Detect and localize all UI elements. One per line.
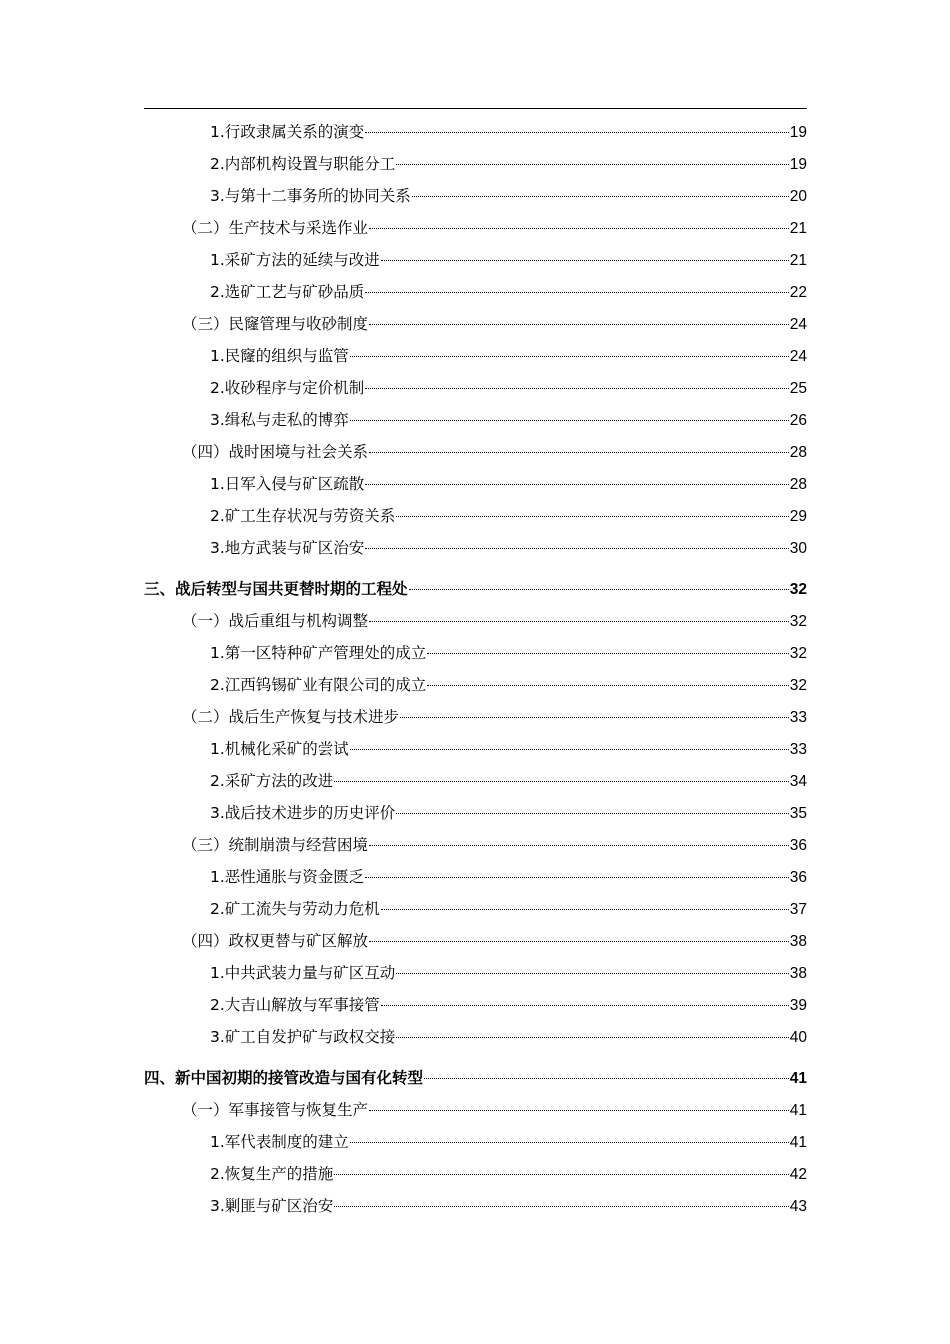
toc-entry-page-number: 33 [789, 741, 807, 758]
toc-entry-page-number: 42 [789, 1166, 807, 1183]
toc-entry-title: （二）战后生产恢复与技术进步 [182, 708, 400, 726]
dot-leader [334, 1159, 788, 1176]
toc-entry-title: 2.采矿方法的改进 [210, 772, 334, 790]
toc-entry-page-number: 21 [789, 220, 807, 237]
toc-entry-page-number: 19 [789, 124, 807, 141]
dot-leader [365, 373, 788, 390]
toc-subsection-entry[interactable] [144, 1021, 807, 1053]
toc-entry-page-number: 36 [789, 869, 807, 886]
table-of-contents [144, 116, 807, 1222]
dot-leader [350, 1127, 789, 1144]
toc-section-entry[interactable] [144, 925, 807, 957]
toc-entry-page-number: 24 [789, 348, 807, 365]
toc-entry-page-number: 32 [789, 581, 807, 598]
toc-entry-page-number: 38 [789, 965, 807, 982]
toc-entry-page-number: 19 [789, 156, 807, 173]
toc-entry-title: 1.机械化采矿的尝试 [210, 740, 349, 758]
toc-entry-title: 1.行政隶属关系的演变 [210, 123, 365, 141]
toc-entry-title: 2.内部机构设置与职能分工 [210, 155, 396, 173]
dot-leader [396, 1022, 788, 1039]
toc-entry-title: 3.剿匪与矿区治安 [210, 1197, 334, 1215]
toc-entry-page-number: 35 [789, 805, 807, 822]
toc-subsection-entry[interactable] [144, 957, 807, 989]
dot-leader [369, 213, 789, 230]
toc-entry-title: 三、战后转型与国共更替时期的工程处 [144, 580, 408, 598]
toc-entry-page-number: 32 [789, 613, 807, 630]
dot-leader [365, 533, 788, 550]
dot-leader [365, 862, 788, 879]
dot-leader [396, 501, 788, 518]
dot-leader [369, 830, 789, 847]
dot-leader [369, 606, 789, 623]
toc-entry-page-number: 33 [789, 709, 807, 726]
toc-subsection-entry[interactable] [144, 637, 807, 669]
toc-entry-title: 3.地方武装与矿区治安 [210, 539, 365, 557]
toc-subsection-entry[interactable] [144, 1190, 807, 1222]
toc-subsection-entry[interactable] [144, 276, 807, 308]
toc-subsection-entry[interactable] [144, 372, 807, 404]
toc-subsection-entry[interactable] [144, 180, 807, 212]
toc-entry-title: （三）统制崩溃与经营困境 [182, 836, 369, 854]
dot-leader [365, 469, 788, 486]
dot-leader [400, 702, 789, 719]
toc-subsection-entry[interactable] [144, 733, 807, 765]
toc-entry-title: 3.缉私与走私的博弈 [210, 411, 349, 429]
toc-entry-title: 2.矿工流失与劳动力危机 [210, 900, 380, 918]
dot-leader [365, 117, 788, 134]
toc-entry-page-number: 21 [789, 252, 807, 269]
toc-section-entry[interactable] [144, 605, 807, 637]
toc-entry-title: 3.与第十二事务所的协同关系 [210, 187, 411, 205]
toc-entry-page-number: 40 [789, 1029, 807, 1046]
toc-entry-title: 1.中共武装力量与矿区互动 [210, 964, 396, 982]
toc-entry-page-number: 32 [789, 677, 807, 694]
dot-leader [369, 309, 789, 326]
dot-leader [396, 149, 788, 166]
toc-entry-page-number: 41 [789, 1070, 807, 1087]
toc-entry-title: 2.恢复生产的措施 [210, 1165, 334, 1183]
toc-section-entry[interactable] [144, 212, 807, 244]
dot-leader [412, 181, 789, 198]
toc-subsection-entry[interactable] [144, 468, 807, 500]
dot-leader [427, 670, 788, 687]
toc-subsection-entry[interactable] [144, 1126, 807, 1158]
toc-subsection-entry[interactable] [144, 532, 807, 564]
dot-leader [424, 1063, 789, 1080]
toc-subsection-entry[interactable] [144, 340, 807, 372]
toc-entry-title: 2.大吉山解放与军事接管 [210, 996, 380, 1014]
toc-entry-title: 3.战后技术进步的历史评价 [210, 804, 396, 822]
toc-entry-page-number: 39 [789, 997, 807, 1014]
dot-leader [350, 734, 789, 751]
toc-subsection-entry[interactable] [144, 116, 807, 148]
toc-entry-title: 2.选矿工艺与矿砂品质 [210, 283, 365, 301]
toc-subsection-entry[interactable] [144, 244, 807, 276]
toc-entry-title: （四）政权更替与矿区解放 [182, 932, 369, 950]
dot-leader [381, 245, 789, 262]
toc-entry-title: 2.矿工生存状况与劳资关系 [210, 507, 396, 525]
toc-entry-page-number: 24 [789, 316, 807, 333]
toc-subsection-entry[interactable] [144, 893, 807, 925]
dot-leader [381, 990, 789, 1007]
dot-leader [365, 277, 788, 294]
toc-chapter-entry[interactable] [144, 573, 807, 605]
toc-entry-title: 1.民窿的组织与监管 [210, 347, 349, 365]
dot-leader [334, 1191, 788, 1208]
top-rule [144, 108, 807, 109]
toc-subsection-entry[interactable] [144, 861, 807, 893]
toc-entry-page-number: 34 [789, 773, 807, 790]
toc-entry-title: （四）战时困境与社会关系 [182, 443, 369, 461]
toc-entry-title: （一）战后重组与机构调整 [182, 612, 369, 630]
toc-subsection-entry[interactable] [144, 989, 807, 1021]
toc-entry-title: （二）生产技术与采选作业 [182, 219, 369, 237]
toc-entry-title: 1.恶性通胀与资金匮乏 [210, 868, 365, 886]
toc-entry-title: 1.采矿方法的延续与改进 [210, 251, 380, 269]
toc-section-entry[interactable] [144, 701, 807, 733]
dot-leader [350, 341, 789, 358]
toc-entry-title: 1.第一区特种矿产管理处的成立 [210, 644, 427, 662]
toc-entry-title: 1.日军入侵与矿区疏散 [210, 475, 365, 493]
toc-entry-title: 四、新中国初期的接管改造与国有化转型 [144, 1069, 424, 1087]
toc-entry-title: 2.江西钨锡矿业有限公司的成立 [210, 676, 427, 694]
toc-entry-title: （三）民窿管理与收砂制度 [182, 315, 369, 333]
toc-entry-title: （一）军事接管与恢复生产 [182, 1101, 369, 1119]
toc-entry-page-number: 41 [789, 1102, 807, 1119]
dot-leader [369, 437, 789, 454]
toc-entry-page-number: 20 [789, 188, 807, 205]
toc-entry-title: 2.收砂程序与定价机制 [210, 379, 365, 397]
dot-leader [350, 405, 789, 422]
dot-leader [369, 926, 789, 943]
toc-entry-page-number: 43 [789, 1198, 807, 1215]
toc-entry-page-number: 32 [789, 645, 807, 662]
toc-subsection-entry[interactable] [144, 404, 807, 436]
toc-entry-page-number: 37 [789, 901, 807, 918]
dot-leader [334, 766, 788, 783]
toc-subsection-entry[interactable] [144, 797, 807, 829]
dot-leader [381, 894, 789, 911]
toc-entry-page-number: 29 [789, 508, 807, 525]
toc-section-entry[interactable] [144, 1094, 807, 1126]
toc-entry-page-number: 22 [789, 284, 807, 301]
dot-leader [427, 638, 788, 655]
toc-section-entry[interactable] [144, 829, 807, 861]
dot-leader [396, 958, 788, 975]
toc-subsection-entry[interactable] [144, 148, 807, 180]
toc-entry-title: 3.矿工自发护矿与政权交接 [210, 1028, 396, 1046]
toc-entry-page-number: 28 [789, 476, 807, 493]
toc-section-entry[interactable] [144, 308, 807, 340]
toc-chapter-entry[interactable] [144, 1062, 807, 1094]
toc-subsection-entry[interactable] [144, 669, 807, 701]
dot-leader [369, 1095, 789, 1112]
toc-entry-page-number: 25 [789, 380, 807, 397]
toc-entry-page-number: 38 [789, 933, 807, 950]
toc-entry-page-number: 28 [789, 444, 807, 461]
toc-subsection-entry[interactable] [144, 1158, 807, 1190]
toc-subsection-entry[interactable] [144, 500, 807, 532]
toc-entry-title: 1.军代表制度的建立 [210, 1133, 349, 1151]
toc-entry-page-number: 41 [789, 1134, 807, 1151]
toc-subsection-entry[interactable] [144, 765, 807, 797]
toc-entry-page-number: 26 [789, 412, 807, 429]
dot-leader [409, 574, 789, 591]
toc-entry-page-number: 30 [789, 540, 807, 557]
dot-leader [396, 798, 788, 815]
toc-section-entry[interactable] [144, 436, 807, 468]
toc-entry-page-number: 36 [789, 837, 807, 854]
